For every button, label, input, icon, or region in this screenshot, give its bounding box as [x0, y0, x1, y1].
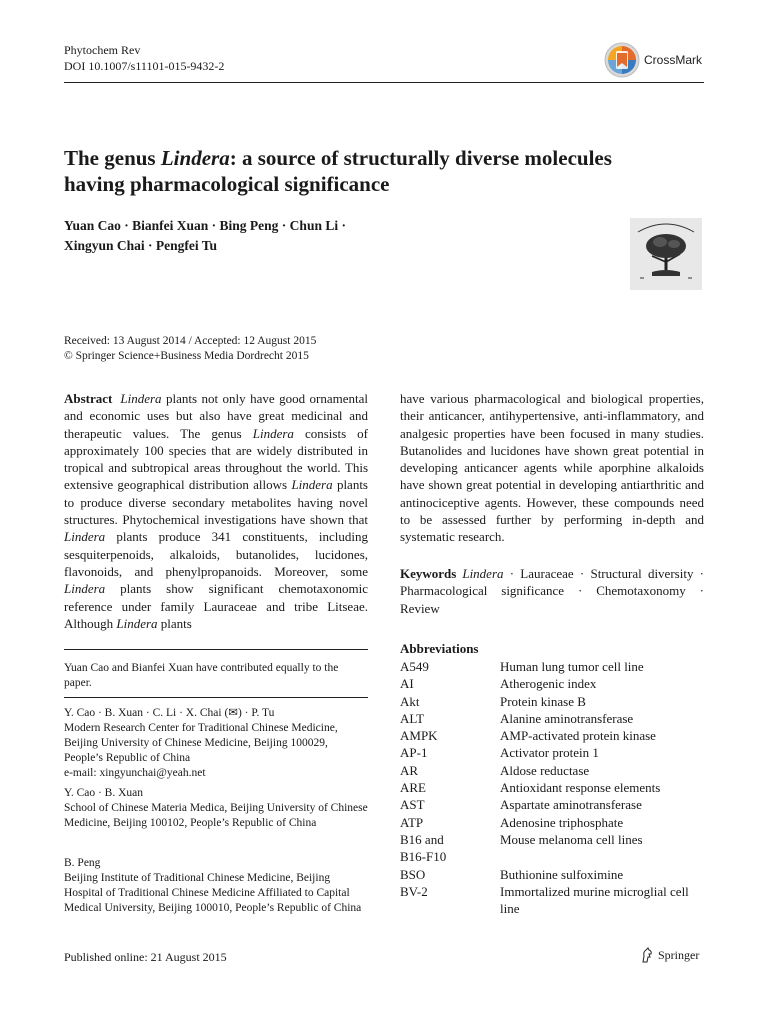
- abbreviation-definition: Activator protein 1: [500, 745, 599, 761]
- abbreviation-row: [400, 744, 704, 761]
- article-title: The genus Lindera: a source of structurally diverse molecules having pharmacological significance: [64, 146, 612, 196]
- envelope-icon[interactable]: ✉: [228, 707, 238, 719]
- abbreviation-row: [400, 675, 704, 692]
- springer-horse-icon: [640, 947, 654, 963]
- journal-name: Phytochem Rev: [64, 43, 141, 57]
- abstract-body-left: [64, 391, 368, 631]
- author-line-2: Xingyun Chai · Pengfei Tu: [64, 238, 218, 253]
- abbreviation-definition: Human lung tumor cell line: [500, 659, 644, 674]
- abbreviation-term: ATP: [400, 814, 424, 830]
- affiliation-1: [64, 706, 368, 781]
- abbreviation-definition: Antioxidant response elements: [500, 780, 661, 796]
- affiliation-1-names: Y. Cao · B. Xuan · C. Li · X. Chai (✉) · P. Tu: [64, 707, 275, 719]
- affiliation-1-address: Modern Research Center for Traditional Chinese Medicine, Beijing University of Chinese Medicine, Beijing 100029, People’s Republic of China: [64, 722, 338, 764]
- abbreviation-term: AI: [400, 676, 414, 692]
- abstract-text-segment: plants not only have good ornamental and economic uses but also have great medicinal and therapeutic values. The genus: [64, 391, 368, 441]
- keywords-rest: · Lauraceae · Structural diversity · Pharmacological significance · Chemotaxonomy · Review: [400, 566, 704, 616]
- abstract-text-segment: plants show significant chemotaxonomic reference under family Lauraceae and tribe Litseae. Although: [64, 581, 368, 631]
- article-dates: [64, 334, 316, 364]
- abbreviation-definition: [500, 848, 704, 865]
- abbreviation-row: [400, 814, 704, 831]
- abbreviation-row: [400, 762, 704, 779]
- copyright: © Springer Science+Business Media Dordrecht 2015: [64, 350, 309, 362]
- abbreviation-row: [400, 710, 704, 727]
- abbreviations-list: [400, 658, 704, 917]
- abstract-heading: Abstract: [64, 391, 113, 406]
- abbreviation-term: BV-2: [400, 883, 428, 899]
- abbreviation-row: [400, 848, 704, 865]
- springer-brand[interactable]: [640, 947, 699, 963]
- author-line-1: Yuan Cao · Bianfei Xuan · Bing Peng · Chun Li ·: [64, 218, 346, 233]
- genus-name-italic: Lindera: [252, 425, 294, 441]
- abbreviation-term: B16-F10: [400, 849, 447, 865]
- genus-name-italic: Lindera: [64, 529, 106, 545]
- crossmark-label: CrossMark: [644, 53, 703, 67]
- received-accepted: Received: 13 August 2014 / Accepted: 12 August 2015: [64, 335, 317, 347]
- keyword-lindera: Lindera: [462, 566, 504, 581]
- genus-name-italic: Lindera: [64, 581, 106, 597]
- doi[interactable]: DOI 10.1007/s11101-015-9432-2: [64, 59, 225, 73]
- abbreviation-definition: Buthionine sulfoximine: [500, 866, 624, 882]
- abbreviation-row: [400, 727, 704, 744]
- genus-name-italic: Lindera: [291, 477, 333, 493]
- abbreviation-term: AP-1: [400, 745, 428, 761]
- abbreviation-term: BSO: [400, 866, 426, 882]
- abbreviation-row: [400, 831, 704, 848]
- abbreviation-definition: Protein kinase B: [500, 693, 586, 709]
- abbreviation-term: A549: [400, 659, 429, 674]
- springer-label: Springer: [658, 947, 700, 962]
- abbreviation-row: [400, 866, 704, 883]
- published-online: Published online: 21 August 2015: [64, 950, 227, 964]
- affiliation-3-names: B. Peng: [64, 857, 101, 869]
- affiliation-3-address: Beijing Institute of Traditional Chinese Medicine, Beijing Hospital of Traditional Chinese Medicine Affiliated to Capital Medical University, Beijing 100010, People’s Republic of China: [64, 872, 362, 914]
- phytochemical-society-logo-icon: [630, 218, 702, 290]
- header-divider: [64, 82, 704, 83]
- abbreviations-heading: Abbreviations: [400, 641, 479, 656]
- author-list: [64, 216, 534, 256]
- abbreviation-definition: Alanine aminotransferase: [500, 710, 634, 726]
- abbreviation-definition: Immortalized murine microglial cell line: [500, 883, 689, 917]
- abbreviation-term: B16 and: [400, 831, 444, 847]
- crossmark-icon: [604, 42, 640, 78]
- affiliation-3: [64, 856, 368, 916]
- abstract-right: have various pharmacological and biological properties, their anticancer, antihypertensive, anti-inflammatory, and analgesic properties have been focused in many studies. Butanolides and lucidones have shown great potential in developing anticancer agents while aporphine alkaloids have shown great potential in developing antiarthritic and antinociceptive agents. However, these compounds need to be assessed further by performing in-depth and systematic research.: [400, 391, 704, 545]
- abbreviation-row: [400, 658, 704, 675]
- affiliation-2-names: Y. Cao · B. Xuan: [64, 787, 144, 799]
- affiliation-2-address: School of Chinese Materia Medica, Beijing University of Chinese Medicine, Beijing 100102, People’s Republic of China: [64, 802, 368, 829]
- abstract-text-segment: plants to produce diverse secondary metabolites having novel structures. Phytochemical investigations have shown that: [64, 477, 368, 528]
- abstract-text-segment: plants: [157, 615, 192, 631]
- affiliation-2: [64, 786, 368, 831]
- abbreviation-row: [400, 796, 704, 813]
- abbreviation-term: AR: [400, 762, 419, 778]
- abbreviation-row: [400, 693, 704, 710]
- genus-name-italic: Lindera: [116, 615, 158, 631]
- abbreviation-definition: Aldose reductase: [500, 762, 590, 778]
- affiliation-divider: [64, 697, 368, 698]
- footnote: Yuan Cao and Bianfei Xuan have contributed equally to the paper.: [64, 662, 339, 689]
- abbreviation-row: [400, 779, 704, 796]
- keywords: [400, 565, 704, 617]
- abbreviation-term: AST: [400, 797, 425, 813]
- affiliation-1-email[interactable]: e-mail: xingyunchai@yeah.net: [64, 767, 206, 779]
- abbreviation-definition: Atherogenic index: [500, 676, 597, 692]
- crossmark-badge[interactable]: [604, 42, 702, 78]
- abbreviation-definition: Aspartate aminotransferase: [500, 797, 642, 813]
- footnote-divider: [64, 649, 368, 650]
- abbreviation-term: Akt: [400, 693, 420, 709]
- abbreviation-term: ALT: [400, 710, 425, 726]
- abstract-text-segment: plants produce 341 constituents, including sesquiterpenoids, alkaloids, butanolides, lucidones, flavonoids, and phenylpropanoids. Moreover, some: [64, 529, 368, 579]
- abstract-text-segment: consists of approximately 100 species that are widely distributed in tropical and subtropical areas throughout the world. This extensive geographical distribution allows: [64, 425, 369, 493]
- keywords-heading: Keywords: [400, 566, 457, 581]
- abbreviation-definition: AMP-activated protein kinase: [500, 728, 656, 744]
- genus-name-italic: Lindera: [120, 391, 162, 406]
- abbreviation-row: [400, 883, 704, 918]
- abbreviation-term: AMPK: [400, 728, 438, 744]
- abbreviation-definition: Mouse melanoma cell lines: [500, 831, 643, 847]
- abbreviation-definition: Adenosine triphosphate: [500, 814, 624, 830]
- journal-header: [64, 42, 224, 74]
- abbreviation-term: ARE: [400, 780, 426, 796]
- abstract-left: [64, 390, 368, 632]
